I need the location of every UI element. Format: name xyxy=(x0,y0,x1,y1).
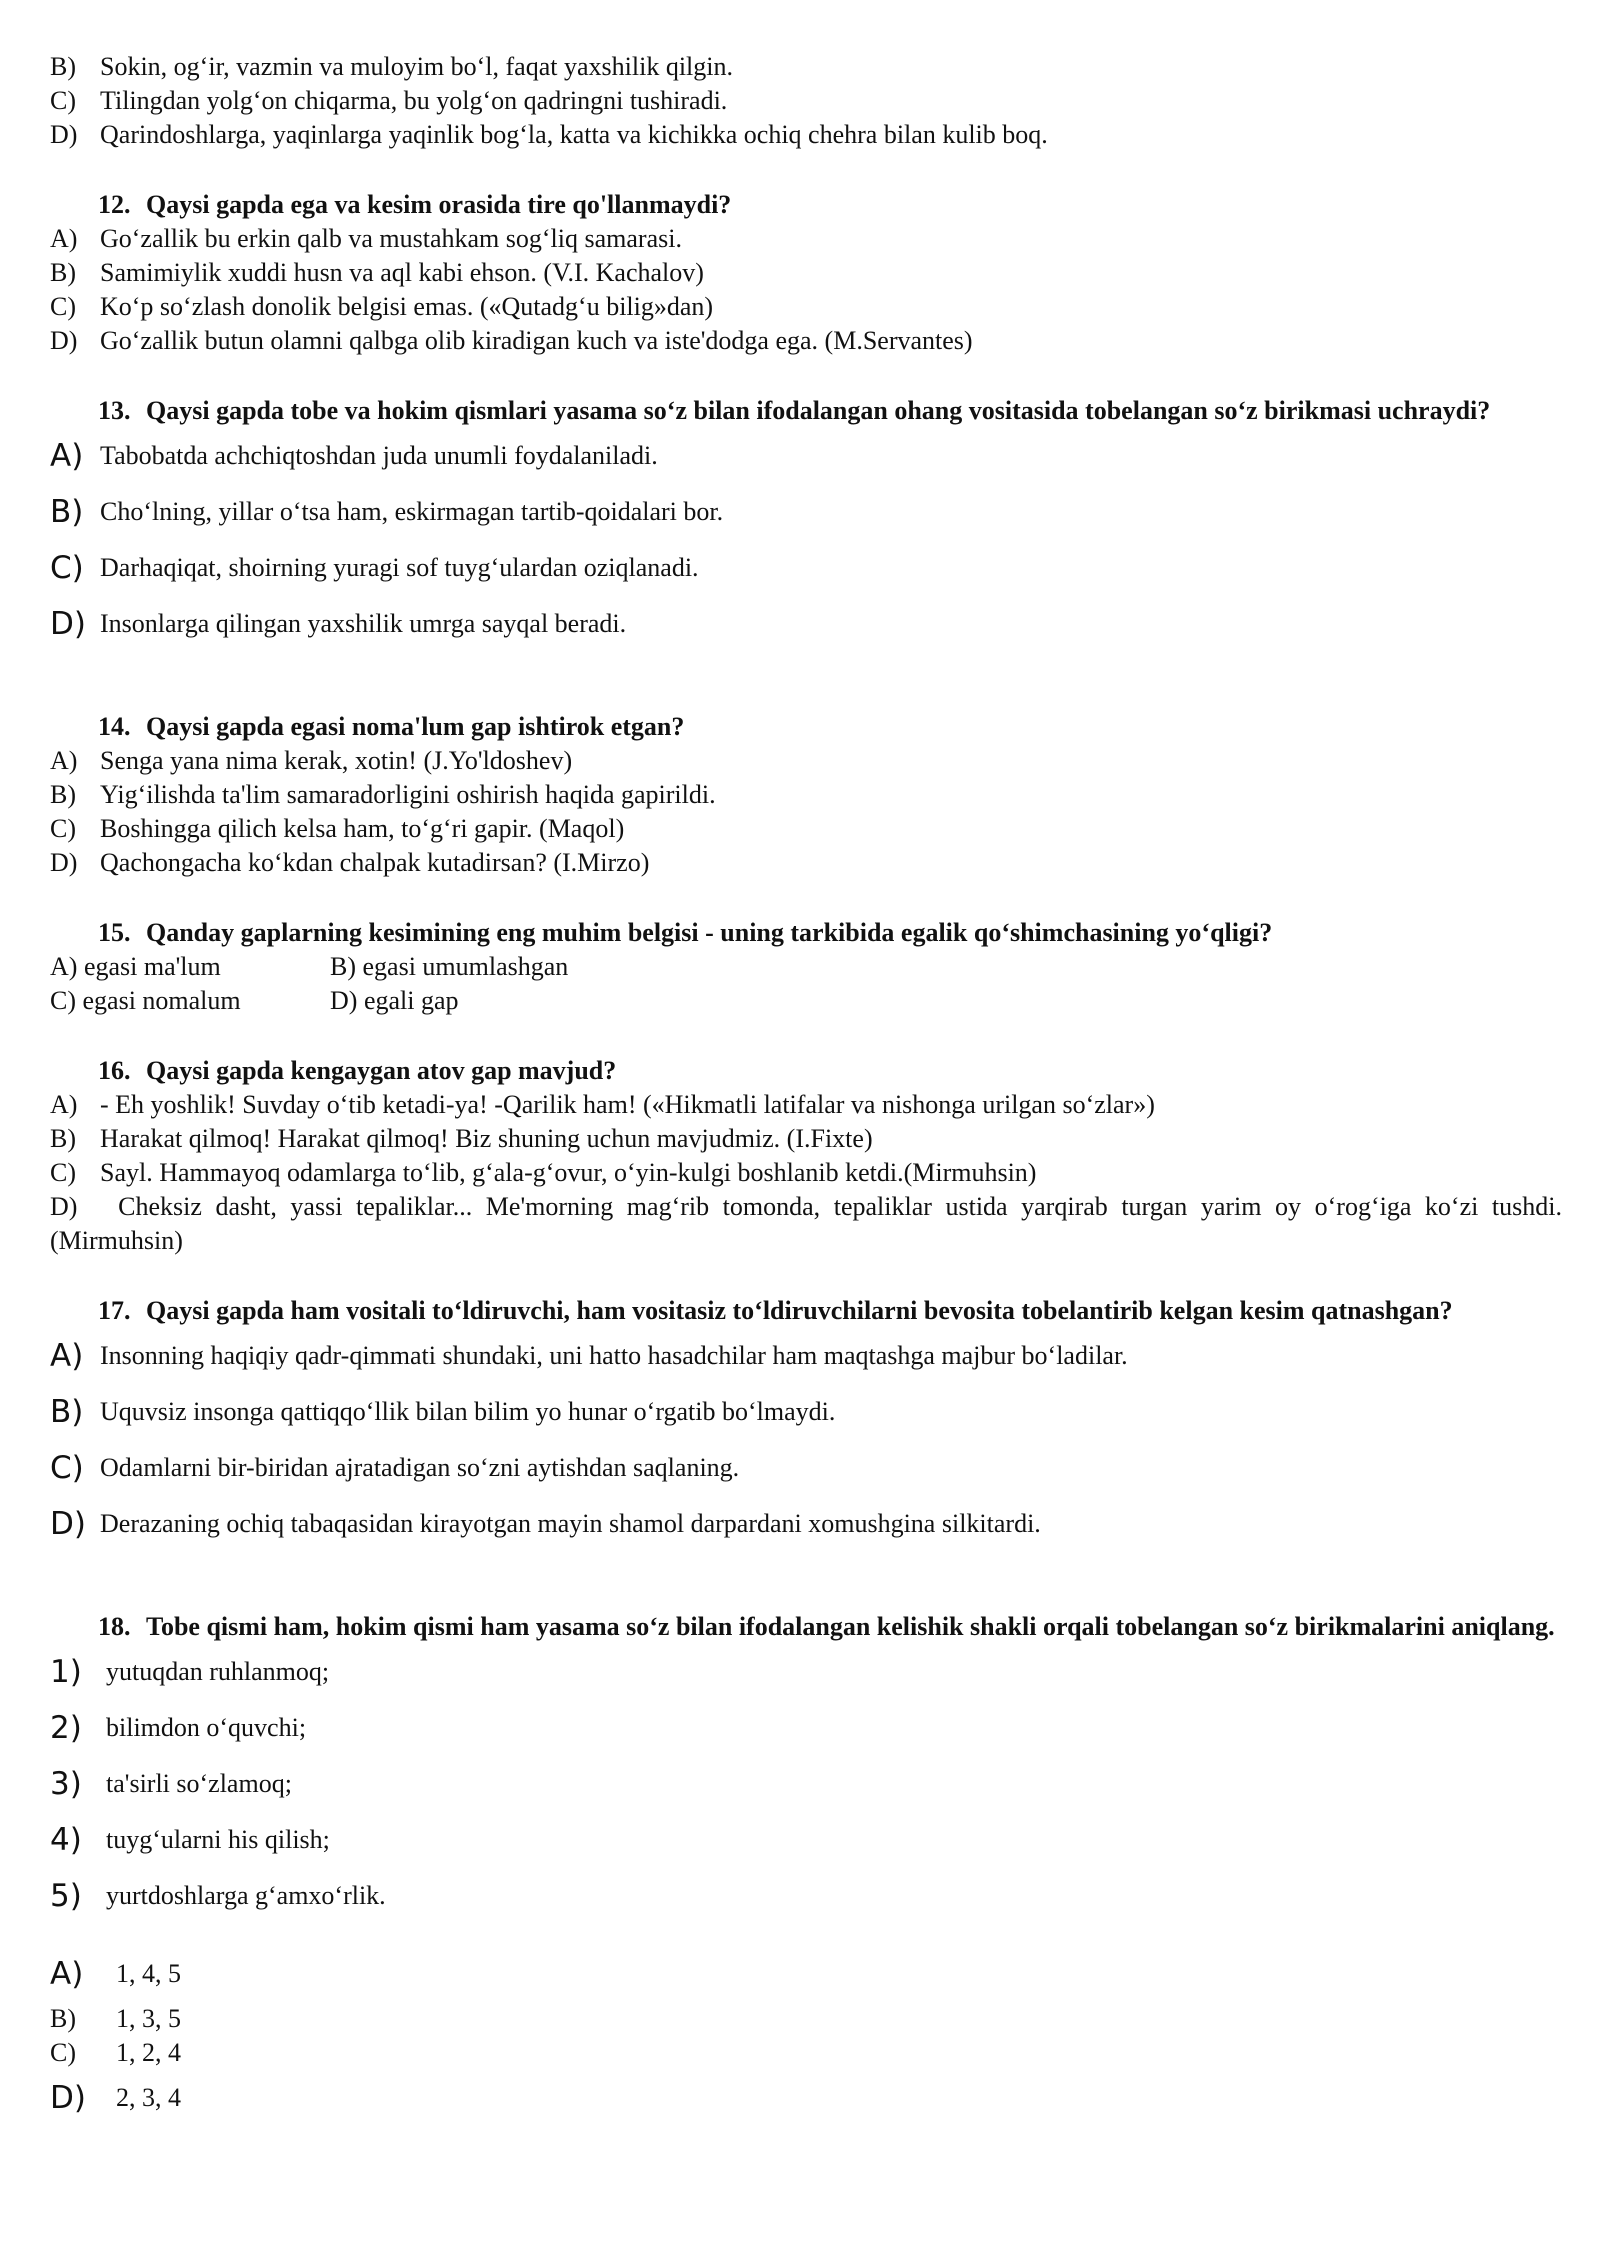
question-15: 15. Qanday gaplarning kesimining eng muhim belgisi - uning tarkibida egalik qo‘shimchasining yo‘qligi? xyxy=(98,918,1273,947)
question-17: 17. Qaysi gapda ham vositali to‘ldiruvchi, ham vositasiz to‘ldiruvchilarni bevosita tobelantirib kelgan kesim qatnashgan? xyxy=(98,1296,1453,1325)
q18-item-4: 4) tuyg‘ularni his qilish; xyxy=(50,1822,330,1858)
option-c: C) Tilingdan yolg‘on chiqarma, bu yolg‘on qadringni tushiradi. xyxy=(50,86,728,115)
q16-option-d: D) Cheksiz dasht, yassi tepaliklar... Me'morning mag‘rib tomonda, tepaliklar ustida yarqirab turgan yarim oy o‘rog‘iga ko‘zi tushdi. (Mirmuhsin) xyxy=(50,1192,1562,1255)
q15-option-c: C) egasi nomalum xyxy=(50,986,241,1015)
q17-option-a: A) Insonning haqiqiy qadr-qimmati shundaki, uni hatto hasadchilar ham maqtashga majbur bo‘ladilar. xyxy=(50,1338,1128,1374)
q13-option-a: A) Tabobatda achchiqtoshdan juda unumli foydalaniladi. xyxy=(50,438,658,474)
question-14: 14. Qaysi gapda egasi noma'lum gap ishtirok etgan? xyxy=(98,712,685,741)
q16-option-a: A) - Eh yoshlik! Suvday o‘tib ketadi-ya! -Qarilik ham! («Hikmatli latifalar va nishonga urilgan so‘zlar») xyxy=(50,1090,1155,1119)
q18-option-a: A) 1, 4, 5 xyxy=(50,1956,181,1992)
option-d: D) Qarindoshlarga, yaqinlarga yaqinlik bog‘la, katta va kichikka ochiq chehra bilan kulib boq. xyxy=(50,120,1048,149)
q17-option-d: D) Derazaning ochiq tabaqasidan kirayotgan mayin shamol darpardani xomushgina silkitardi. xyxy=(50,1506,1041,1542)
q15-option-d: D) egali gap xyxy=(330,986,459,1015)
q18-item-5: 5) yurtdoshlarga g‘amxo‘rlik. xyxy=(50,1878,386,1914)
q12-option-d: D) Go‘zallik butun olamni qalbga olib kiradigan kuch va iste'dodga ega. (M.Servantes) xyxy=(50,326,973,355)
q13-option-c: C) Darhaqiqat, shoirning yuragi sof tuyg‘ulardan oziqlanadi. xyxy=(50,550,699,586)
q14-option-b: B) Yig‘ilishda ta'lim samaradorligini oshirish haqida gapirildi. xyxy=(50,780,716,809)
q17-option-c: C) Odamlarni bir-biridan ajratadigan so‘zni aytishdan saqlaning. xyxy=(50,1450,740,1486)
q15-options-row-2 xyxy=(50,984,1562,1018)
q18-item-2: 2) bilimdon o‘quvchi; xyxy=(50,1710,307,1746)
question-16: 16. Qaysi gapda kengaygan atov gap mavjud? xyxy=(98,1056,617,1085)
q13-option-d: D) Insonlarga qilingan yaxshilik umrga sayqal beradi. xyxy=(50,606,627,642)
question-18: 18. Tobe qismi ham, hokim qismi ham yasama so‘z bilan ifodalangan kelishik shakli orqali tobelangan so‘z birikmalarini aniqlang. xyxy=(98,1612,1555,1641)
q15-option-a: A) egasi ma'lum xyxy=(50,952,221,981)
question-13: 13. Qaysi gapda tobe va hokim qismlari yasama so‘z bilan ifodalangan ohang vositasida tobelangan so‘z birikmasi uchraydi? xyxy=(98,396,1491,425)
q15-option-b: B) egasi umumlashgan xyxy=(330,952,569,981)
document-page xyxy=(50,50,1562,2126)
q18-item-3: 3) ta'sirli so‘zlamoq; xyxy=(50,1766,292,1802)
q14-option-a: A) Senga yana nima kerak, xotin! (J.Yo'ldoshev) xyxy=(50,746,573,775)
q18-item-1: 1) yutuqdan ruhlanmoq; xyxy=(50,1654,330,1690)
q16-option-b: B) Harakat qilmoq! Harakat qilmoq! Biz shuning uchun mavjudmiz. (I.Fixte) xyxy=(50,1124,873,1153)
q16-option-c: C) Sayl. Hammayoq odamlarga to‘lib, g‘ala-g‘ovur, o‘yin-kulgi boshlanib ketdi.(Mirmuhsin) xyxy=(50,1158,1037,1187)
q13-option-b: B) Cho‘lning, yillar o‘tsa ham, eskirmagan tartib-qoidalari bor. xyxy=(50,494,724,530)
q14-option-d: D) Qachongacha ko‘kdan chalpak kutadirsan? (I.Mirzo) xyxy=(50,848,650,877)
q15-options-row-1 xyxy=(50,950,1562,984)
q18-option-d: D) 2, 3, 4 xyxy=(50,2080,181,2116)
option-b: B) Sokin, og‘ir, vazmin va muloyim bo‘l, faqat yaxshilik qilgin. xyxy=(50,52,733,81)
q17-option-b: B) Uquvsiz insonga qattiqqo‘llik bilan bilim yo hunar o‘rgatib bo‘lmaydi. xyxy=(50,1394,836,1430)
q12-option-a: A) Go‘zallik bu erkin qalb va mustahkam sog‘liq samarasi. xyxy=(50,224,682,253)
q12-option-c: C) Ko‘p so‘zlash donolik belgisi emas. («Qutadg‘u bilig»dan) xyxy=(50,292,714,321)
q18-option-b: B) 1, 3, 5 xyxy=(50,2004,181,2033)
question-12: 12. Qaysi gapda ega va kesim orasida tire qo'llanmaydi? xyxy=(98,190,732,219)
q18-option-c: C) 1, 2, 4 xyxy=(50,2038,181,2067)
q12-option-b: B) Samimiylik xuddi husn va aql kabi ehson. (V.I. Kachalov) xyxy=(50,258,704,287)
q14-option-c: C) Boshingga qilich kelsa ham, to‘g‘ri gapir. (Maqol) xyxy=(50,814,625,843)
